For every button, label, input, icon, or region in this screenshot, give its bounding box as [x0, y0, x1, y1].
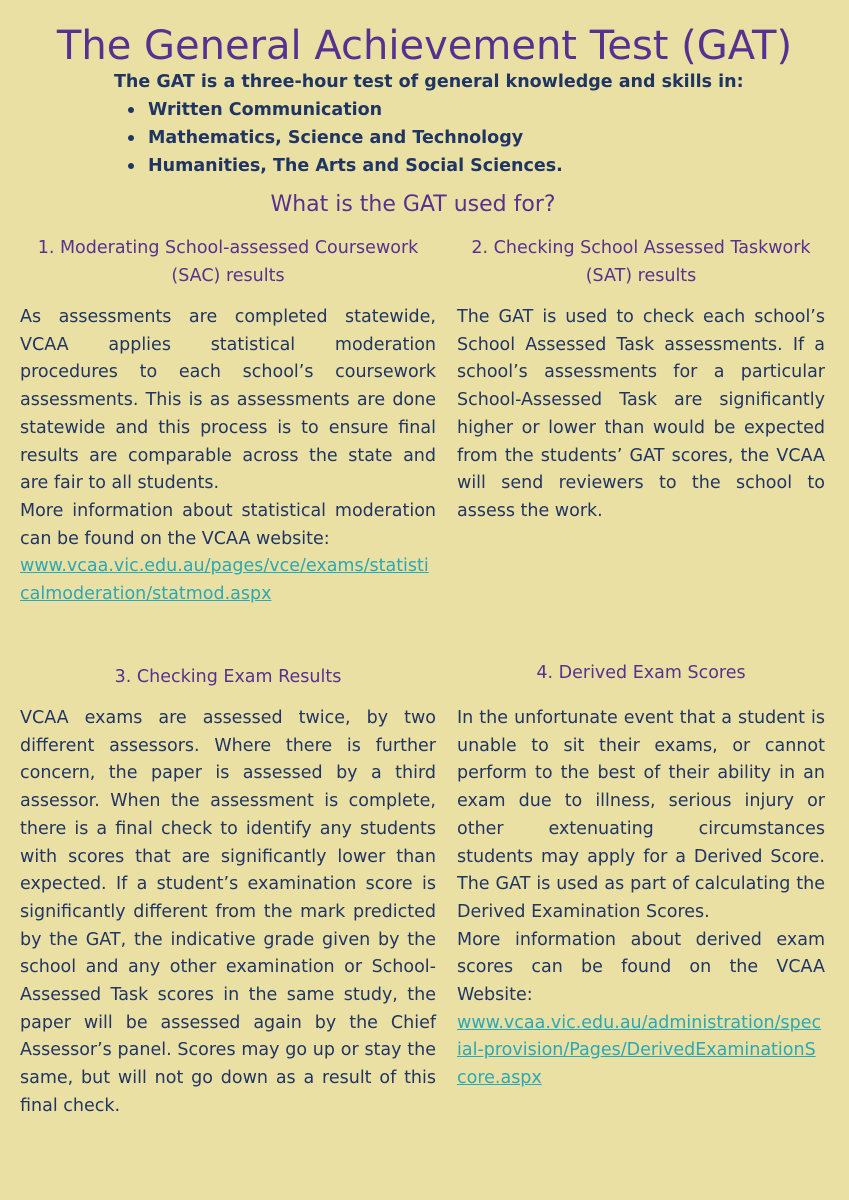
list-item-label: Humanities, The Arts and Social Sciences.: [148, 156, 563, 176]
section-body: [20, 705, 436, 1121]
statmod-link[interactable]: www.vcaa.vic.edu.au/pages/vce/exams/statisticalmoderation/statmod.aspx: [20, 556, 429, 605]
bullet-dot-icon: [128, 163, 134, 169]
section-body: [20, 304, 436, 609]
section-paragraph: The GAT is used to check each school’s School Assessed Task assessments. If a school’s assessments for a particular School-Assessed Task are significantly higher or lower than would be expected from the students’ GAT scores, the VCAA will send reviewers to the school to assess the work.: [457, 307, 825, 521]
section-heading: 3. Checking Exam Results: [114, 667, 342, 687]
bullet-dot-icon: [128, 135, 134, 141]
section-paragraph: As assessments are completed statewide, VCAA applies statistical moderation procedures to each school’s coursework assessments. This is as assessments are done statewide and this process is to ensure final results are comparable across the state and are fair to all students.: [20, 307, 436, 494]
intro-text: The GAT is a three-hour test of general knowledge and skills in:: [114, 72, 744, 92]
section-heading: 4. Derived Exam Scores: [536, 663, 746, 683]
section-derived-scores: [457, 659, 825, 1093]
list-item-label: Written Communication: [148, 100, 383, 120]
list-item: [128, 96, 808, 124]
section-paragraph: In the unfortunate event that a student is unable to sit their exams, or cannot perform to the best of their ability in an exam due to illness, serious injury or other extenuating circumstances students may apply for a Derived Score. The GAT is used as part of calculating the Derived Examination Scores.: [457, 708, 825, 922]
section-moderating-sac: [20, 234, 436, 609]
section-body: [457, 304, 825, 526]
bullet-dot-icon: [128, 107, 134, 113]
section-checking-exams: [20, 663, 436, 1121]
section-subheading: What is the GAT used for?: [270, 192, 556, 217]
section-heading: 1. Moderating School-assessed Coursework (SAC) results: [37, 238, 419, 286]
section-paragraph: VCAA exams are assessed twice, by two different assessors. Where there is further concern, the paper is assessed by a third assessor. When the assessment is complete, there is a final check to identify any students with scores that are significantly lower than expected. If a student’s examination score is significantly different from the mark predicted by the GAT, the indicative grade given by the school and any other examination or School-Assessed Task scores in the same study, the paper will be assessed again by the Chief Assessor’s panel. Scores may go up or stay the same, but will not go down as a result of this final check.: [20, 708, 436, 1116]
derived-score-link[interactable]: www.vcaa.vic.edu.au/administration/special-provision/Pages/DerivedExaminationScore.aspx: [457, 1012, 822, 1089]
list-item: [128, 124, 808, 152]
section-body: [457, 705, 825, 1093]
section-more-info: More information about statistical moderation can be found on the VCAA website:: [20, 500, 436, 549]
section-heading: 2. Checking School Assessed Taskwork (SAT) results: [471, 238, 811, 286]
list-item-label: Mathematics, Science and Technology: [148, 128, 524, 148]
section-more-info: More information about derived exam scores can be found on the VCAA Website:: [457, 929, 825, 1006]
page-title: The General Achievement Test (GAT): [56, 23, 793, 69]
section-checking-sat: [457, 234, 825, 526]
skills-list: [128, 96, 808, 180]
list-item: [128, 152, 808, 180]
